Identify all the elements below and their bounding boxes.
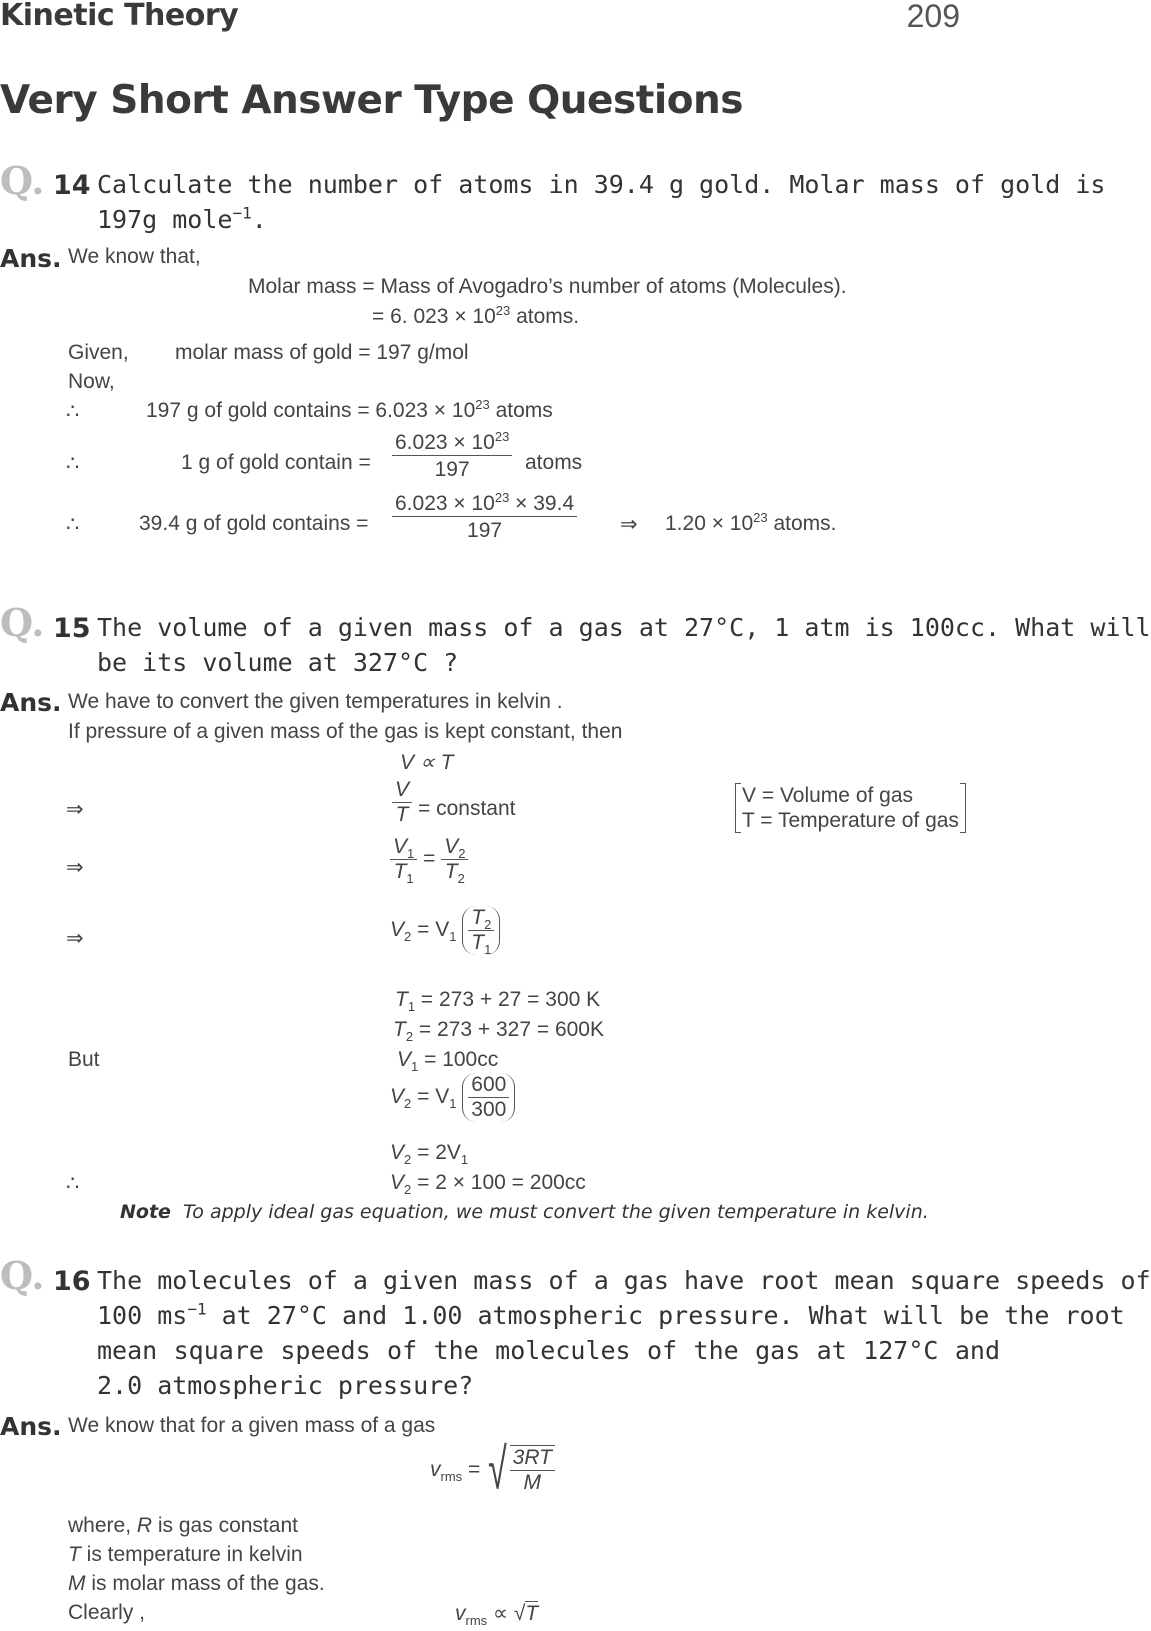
bracket-right-top-serif	[960, 783, 966, 784]
q15-t1-value	[395, 988, 601, 1015]
q15-temperature-definition: T = Temperature of gas	[742, 809, 959, 832]
q15-t1-symbol: T	[395, 988, 408, 1011]
subscript-2: 2	[404, 1182, 412, 1198]
q14-avogadro-value	[372, 305, 579, 329]
q15-v2-symbol: V	[390, 1141, 405, 1164]
fraction-numerator	[441, 835, 468, 860]
fraction	[468, 906, 494, 958]
fraction	[390, 835, 417, 887]
therefore-symbol: ∴	[66, 1172, 80, 1195]
q15-ratio-equation	[390, 835, 468, 887]
question-16-line-4: 2.0 atmospheric pressure?	[97, 1371, 474, 1400]
equals-sign: =	[468, 1458, 481, 1481]
fraction	[392, 492, 577, 543]
q15-v1-value	[397, 1048, 499, 1075]
bracket-left-bottom-serif	[735, 832, 741, 833]
implies-arrow: ⇒	[66, 798, 84, 821]
subscript-2: 2	[457, 871, 465, 887]
fraction-denominator	[468, 931, 494, 958]
subscript-2: 2	[404, 929, 412, 945]
subscript-1: 1	[407, 846, 415, 862]
question-label: Q.	[0, 158, 45, 203]
question-15-line-2: be its volume at 327°C ?	[97, 648, 459, 677]
q14-step-1-lhs: 197 g of gold contains = 6.023 × 10	[146, 399, 476, 422]
q15-v2-symbol: V	[390, 1085, 405, 1109]
q14-step-3-fraction	[392, 492, 577, 543]
q14-step-2-fraction	[392, 431, 512, 482]
q16-where-label: where,	[68, 1514, 137, 1537]
q16-m-description: is molar mass of the gas.	[85, 1572, 325, 1595]
q15-v2-result: = 2 × 100 = 200cc	[417, 1171, 586, 1194]
q16-v-symbol: v	[455, 1602, 466, 1625]
q14-unit-exponent: −1	[232, 203, 252, 223]
q15-answer-line-1: We have to convert the given temperatures in kelvin .	[68, 690, 563, 713]
note-label: Note	[120, 1201, 171, 1223]
q15-volume-definition: V = Volume of gas	[742, 784, 914, 807]
question-16-line-2	[97, 1298, 1125, 1333]
subscript-1: 1	[460, 1152, 469, 1168]
fraction	[392, 431, 512, 482]
subscript-2: 2	[484, 917, 492, 933]
q14-answer-intro: We know that,	[68, 245, 201, 268]
subscript-2: 2	[405, 1029, 414, 1045]
q16-answer-intro: We know that for a given mass of a gas	[68, 1414, 436, 1437]
fraction	[392, 778, 412, 827]
q15-denominator-300: 300	[471, 1098, 507, 1121]
subscript-2: 2	[404, 1152, 412, 1168]
q15-v2-equals-v1: = V	[417, 1085, 450, 1109]
section-title: Very Short Answer Type Questions	[0, 78, 743, 123]
subscript-1: 1	[484, 942, 492, 958]
square-root-icon: √	[513, 1602, 526, 1625]
q15-v2-rhs	[417, 1085, 457, 1112]
therefore-symbol: ∴	[66, 513, 80, 536]
q16-vrms-symbol	[430, 1458, 463, 1485]
question-16-line-1: The molecules of a given mass of a gas have root mean square speeds of	[97, 1266, 1151, 1295]
parentheses	[462, 906, 500, 958]
page-number: 209	[906, 0, 960, 34]
implies-arrow: ⇒	[66, 856, 84, 879]
q14-given-equation: molar mass of gold = 197 g/mol	[175, 341, 469, 364]
q15-v2-final	[390, 1171, 586, 1198]
q15-v1-amount: = 100cc	[424, 1048, 499, 1071]
q14-unit: 197g mole	[97, 205, 233, 234]
q15-v1-symbol: V	[397, 1048, 412, 1071]
q15-t1-calculation: = 273 + 27 = 300 K	[420, 988, 601, 1011]
answer-label: Ans.	[0, 244, 62, 273]
question-number-16: 16	[53, 1266, 91, 1297]
q14-result-unit: atoms.	[767, 512, 837, 535]
q14-step-3-numerator: 6.023 × 10	[395, 492, 495, 515]
implies-arrow: ⇒	[620, 513, 638, 536]
therefore-symbol: ∴	[66, 452, 80, 475]
q15-v2-equals-v1: = V	[417, 918, 450, 942]
q14-avogadro-mantissa: = 6. 023 × 10	[372, 305, 496, 328]
q14-avogadro-exponent: 23	[495, 303, 511, 318]
fraction	[441, 835, 468, 887]
question-14-line-1: Calculate the number of atoms in 39.4 g gold. Molar mass of gold is	[97, 170, 1106, 199]
q14-step-3-multiplier: × 39.4	[509, 492, 575, 515]
subscript-2: 2	[404, 1096, 412, 1112]
q14-avogadro-unit: atoms.	[510, 305, 580, 328]
note-text: To apply ideal gas equation, we must convert the given temperature in kelvin.	[183, 1201, 929, 1223]
question-15-text	[97, 610, 1151, 680]
q16-m-symbol: M	[68, 1572, 86, 1595]
q15-v2-formula	[390, 906, 500, 958]
q16-sqrt-denominator: M	[523, 1471, 542, 1494]
question-14-text	[97, 167, 1106, 237]
q15-two-v1: = 2V	[417, 1141, 461, 1164]
bracket-left-top-serif	[735, 783, 741, 784]
fraction	[510, 1445, 555, 1495]
q15-v-over-t	[392, 778, 412, 827]
q14-step-3-exponent: 23	[494, 490, 510, 505]
q15-v2-rhs	[417, 918, 457, 945]
q14-step-1-exponent: 23	[475, 397, 490, 412]
q14-step-2-lhs: 1 g of gold contain =	[181, 451, 371, 474]
q15-answer-line-2: If pressure of a given mass of the gas is kept constant, then	[68, 720, 623, 743]
fraction-numerator	[390, 835, 417, 860]
answer-label: Ans.	[0, 1412, 62, 1441]
q15-t2-calculation: = 273 + 327 = 600K	[418, 1018, 604, 1041]
q15-v2-symbol: V	[444, 835, 459, 858]
subscript-1: 1	[449, 1096, 457, 1112]
q14-step-1	[146, 399, 553, 423]
fraction	[468, 1073, 509, 1122]
q15-v-over-t-denominator: T	[395, 803, 409, 826]
q14-result	[665, 512, 837, 536]
q15-t2-symbol: T	[471, 906, 485, 929]
subscript-1: 1	[449, 929, 457, 945]
subscript-1: 1	[406, 871, 414, 887]
q14-period: .	[251, 205, 267, 234]
q14-given-label: Given,	[68, 341, 129, 364]
q15-t2-value	[393, 1018, 604, 1045]
subscript-1: 1	[407, 999, 416, 1015]
bracket-right-bottom-serif	[960, 832, 966, 833]
fraction-denominator	[441, 860, 468, 887]
q15-t2-symbol: T	[444, 860, 458, 883]
q16-clearly-label: Clearly ,	[68, 1601, 146, 1624]
therefore-symbol: ∴	[66, 400, 80, 423]
q15-t1-symbol: T	[393, 860, 407, 883]
question-15-line-1: The volume of a given mass of a gas at 27°C, 1 atm is 100cc. What will	[97, 613, 1151, 642]
q15-v1-symbol: V	[393, 835, 408, 858]
question-number-14: 14	[53, 170, 91, 201]
q16-sqrt-numerator: 3RT	[510, 1446, 555, 1471]
q15-v-over-t-numerator: V	[392, 778, 412, 803]
q14-step-2-unit: atoms	[525, 451, 583, 474]
question-number-15: 15	[53, 613, 91, 644]
q16-rms-formula	[430, 1436, 555, 1502]
q14-step-3-denominator: 197	[467, 519, 503, 542]
equals-sign: =	[423, 847, 436, 871]
question-14-line-2	[97, 202, 1000, 237]
q15-numerator-600: 600	[468, 1073, 509, 1098]
q14-step-1-unit: atoms	[489, 399, 553, 422]
question-label: Q.	[0, 1253, 45, 1298]
q15-symbol-definitions	[735, 783, 966, 833]
q16-where-t	[68, 1543, 303, 1567]
q15-proportionality: V ∝ T	[400, 751, 454, 774]
q16-r-description: is gas constant	[152, 1514, 298, 1537]
q15-note	[120, 1201, 929, 1223]
q15-t2-symbol: T	[393, 1018, 406, 1041]
q16-vrms-proportional	[455, 1601, 539, 1629]
q15-v2-symbol: V	[390, 1171, 405, 1194]
q14-step-2-denominator: 197	[434, 458, 470, 481]
q15-but-label: But	[68, 1048, 100, 1071]
q14-result-mantissa: 1.20 × 10	[665, 512, 754, 535]
q14-step-2-exponent: 23	[494, 429, 510, 444]
running-header-chapter: Kinetic Theory	[0, 0, 239, 33]
q16-t-description: is temperature in kelvin	[80, 1543, 303, 1566]
q16-t-symbol: T	[68, 1543, 81, 1566]
question-16-text	[97, 1263, 1151, 1403]
q15-v2-substitution	[390, 1073, 515, 1122]
q16-line-2-rest: at 27°C and 1.00 atmospheric pressure. What will be the root	[206, 1301, 1125, 1330]
q16-v-symbol: v	[430, 1458, 441, 1481]
q14-step-2-numerator: 6.023 × 10	[395, 431, 495, 454]
q16-sqrt-t: T	[525, 1602, 539, 1625]
fraction-numerator	[392, 492, 577, 517]
q14-step-3-lhs: 39.4 g of gold contains =	[139, 512, 369, 535]
q16-rms-subscript: rms	[440, 1469, 463, 1485]
q16-rms-subscript: rms	[465, 1613, 488, 1629]
q15-constant: = constant	[418, 797, 516, 820]
fraction-numerator	[468, 906, 494, 931]
q15-v2-double	[390, 1141, 469, 1168]
proportional-symbol: ∝	[493, 1602, 509, 1625]
subscript-2: 2	[458, 846, 466, 862]
implies-arrow: ⇒	[66, 927, 84, 950]
q16-unit-exponent: −1	[187, 1299, 207, 1319]
q16-where-r	[68, 1514, 298, 1538]
q15-t1-symbol: T	[471, 931, 485, 954]
q16-speed: 100 ms	[97, 1301, 188, 1330]
q14-now-label: Now,	[68, 370, 115, 393]
q15-v2-symbol: V	[390, 918, 405, 942]
question-16-line-3: mean square speeds of the molecules of the gas at 127°C and	[97, 1336, 1000, 1365]
fraction-denominator	[390, 860, 417, 887]
q16-where-m	[68, 1572, 325, 1596]
parentheses	[462, 1073, 515, 1122]
q14-result-exponent: 23	[753, 510, 768, 525]
q14-molar-mass-definition: Molar mass = Mass of Avogadro’s number of atoms (Molecules).	[248, 275, 847, 298]
square-root-icon: √	[488, 1436, 507, 1502]
fraction-numerator	[392, 431, 512, 456]
subscript-1: 1	[411, 1059, 419, 1075]
q16-r-symbol: R	[136, 1514, 153, 1537]
question-label: Q.	[0, 600, 45, 645]
answer-label: Ans.	[0, 688, 62, 717]
